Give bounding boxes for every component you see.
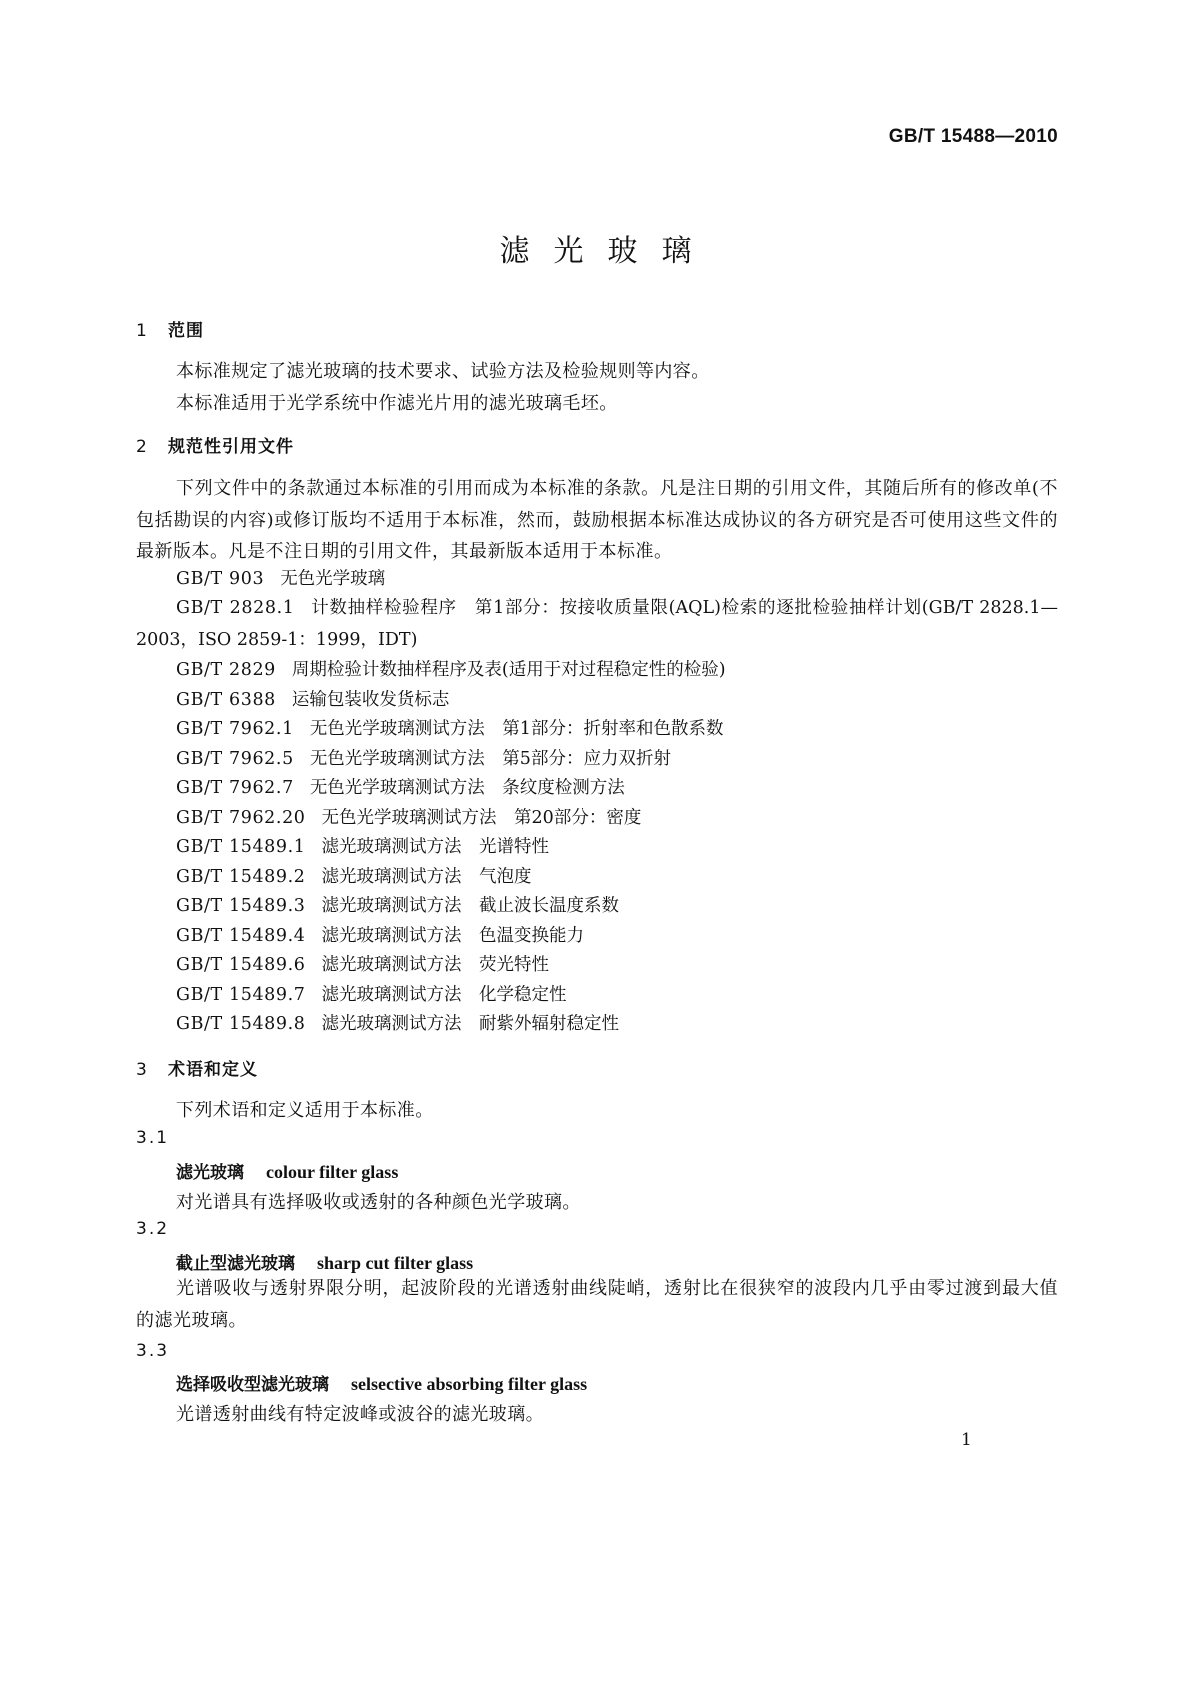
scope-line-1: 本标准规定了滤光玻璃的技术要求、试验方法及检验规则等内容。 xyxy=(176,361,710,382)
reference-item xyxy=(176,715,723,740)
reference-item xyxy=(176,833,549,858)
reference-code: GB/T 6388 xyxy=(176,690,276,710)
reference-title: 滤光玻璃测试方法 气泡度 xyxy=(321,867,532,887)
reference-item xyxy=(176,565,385,590)
section-2-heading xyxy=(136,432,294,457)
reference-code: GB/T 15489.2 xyxy=(176,867,306,887)
reference-code: GB/T 2829 xyxy=(176,660,276,680)
term-number: 3.2 xyxy=(136,1219,170,1239)
reference-item xyxy=(176,686,449,711)
reference-title: 滤光玻璃测试方法 荧光特性 xyxy=(321,955,550,975)
term-heading xyxy=(176,1249,473,1274)
document-title: 滤光玻璃 xyxy=(499,234,716,269)
term-zh: 选择吸收型滤光玻璃 xyxy=(176,1375,329,1395)
reference-title: 无色光学玻璃测试方法 第20部分：密度 xyxy=(321,808,642,828)
reference-code: GB/T 7962.20 xyxy=(176,808,306,828)
section-number: 2 xyxy=(136,437,147,457)
term-heading xyxy=(176,1370,587,1395)
reference-item xyxy=(176,922,584,947)
section-1-heading xyxy=(136,316,204,341)
term-definition: 光谱吸收与透射界限分明，起波阶段的光谱透射曲线陡峭，透射比在很狭窄的波段内几乎由零过渡到最大值的滤光玻璃。 xyxy=(136,1278,1058,1331)
section-number: 1 xyxy=(136,321,147,341)
term-en: sharp cut filter glass xyxy=(317,1253,474,1273)
reference-title: 无色光学玻璃测试方法 第5部分：应力双折射 xyxy=(309,749,671,769)
reference-code: GB/T 7962.7 xyxy=(176,778,294,798)
section-label: 范围 xyxy=(168,321,204,341)
reference-code: GB/T 7962.5 xyxy=(176,749,294,769)
reference-code: GB/T 15489.4 xyxy=(176,926,306,946)
reference-code: GB/T 15489.8 xyxy=(176,1014,306,1034)
reference-item xyxy=(176,1010,619,1035)
reference-code: GB/T 15489.7 xyxy=(176,985,306,1005)
section-3-heading xyxy=(136,1055,258,1080)
reference-title: 滤光玻璃测试方法 化学稳定性 xyxy=(321,985,567,1005)
reference-code: GB/T 15489.1 xyxy=(176,837,306,857)
term-heading xyxy=(176,1158,398,1183)
term-number: 3.1 xyxy=(136,1128,170,1148)
term-zh: 截止型滤光玻璃 xyxy=(176,1254,295,1274)
terms-intro: 下列术语和定义适用于本标准。 xyxy=(176,1100,434,1121)
reference-item xyxy=(136,593,1058,656)
normative-references-intro: 下列文件中的条款通过本标准的引用而成为本标准的条款。凡是注日期的引用文件，其随后所有的修改单(不包括勘误的内容)或修订版均不适用于本标准，然而，鼓励根据本标准达成协议的各方研究是否可使用这些文件的最新版本。凡是不注日期的引用文件，其最新版本适用于本标准。 xyxy=(136,478,1058,562)
reference-title: 周期检验计数抽样程序及表(适用于对过程稳定性的检验) xyxy=(291,660,726,680)
reference-item xyxy=(176,892,619,917)
page-number: 1 xyxy=(961,1430,972,1450)
reference-code: GB/T 7962.1 xyxy=(176,719,294,739)
section-number: 3 xyxy=(136,1060,147,1080)
reference-title: 滤光玻璃测试方法 耐紫外辐射稳定性 xyxy=(321,1014,620,1034)
section-label: 规范性引用文件 xyxy=(168,437,294,457)
reference-item xyxy=(176,745,671,770)
reference-title: 滤光玻璃测试方法 截止波长温度系数 xyxy=(321,896,620,916)
section-label: 术语和定义 xyxy=(168,1060,258,1080)
term-definition: 光谱透射曲线有特定波峰或波谷的滤光玻璃。 xyxy=(176,1404,544,1425)
reference-title: 运输包装收发货标志 xyxy=(291,690,450,710)
reference-code: GB/T 2828.1 xyxy=(176,598,295,618)
term-zh: 滤光玻璃 xyxy=(176,1163,244,1183)
reference-title: 无色光学玻璃测试方法 条纹度检测方法 xyxy=(309,778,625,798)
reference-item xyxy=(176,774,625,799)
reference-item xyxy=(176,656,726,681)
reference-title: 滤光玻璃测试方法 色温变换能力 xyxy=(321,926,585,946)
reference-title: 计数抽样检验程序 第1部分：按接收质量限(AQL)检索的逐批检验抽样计划(GB/T 2828.1—2003，ISO 2859-1：1999，IDT) xyxy=(136,598,1058,650)
reference-item xyxy=(176,863,532,888)
reference-code: GB/T 903 xyxy=(176,569,265,589)
term-number: 3.3 xyxy=(136,1341,170,1361)
reference-title: 滤光玻璃测试方法 光谱特性 xyxy=(321,837,550,857)
reference-item xyxy=(176,981,567,1006)
scope-line-2: 本标准适用于光学系统中作滤光片用的滤光玻璃毛坯。 xyxy=(176,393,618,414)
reference-item xyxy=(176,804,641,829)
reference-title: 无色光学玻璃测试方法 第1部分：折射率和色散系数 xyxy=(309,719,724,739)
term-en: colour filter glass xyxy=(266,1162,399,1182)
term-definition: 对光谱具有选择吸收或透射的各种颜色光学玻璃。 xyxy=(176,1192,581,1213)
reference-code: GB/T 15489.6 xyxy=(176,955,306,975)
reference-item xyxy=(176,951,549,976)
reference-code: GB/T 15489.3 xyxy=(176,896,306,916)
reference-title: 无色光学玻璃 xyxy=(280,569,386,589)
term-en: selsective absorbing filter glass xyxy=(351,1374,588,1394)
standard-code-header: GB/T 15488—2010 xyxy=(888,126,1058,147)
